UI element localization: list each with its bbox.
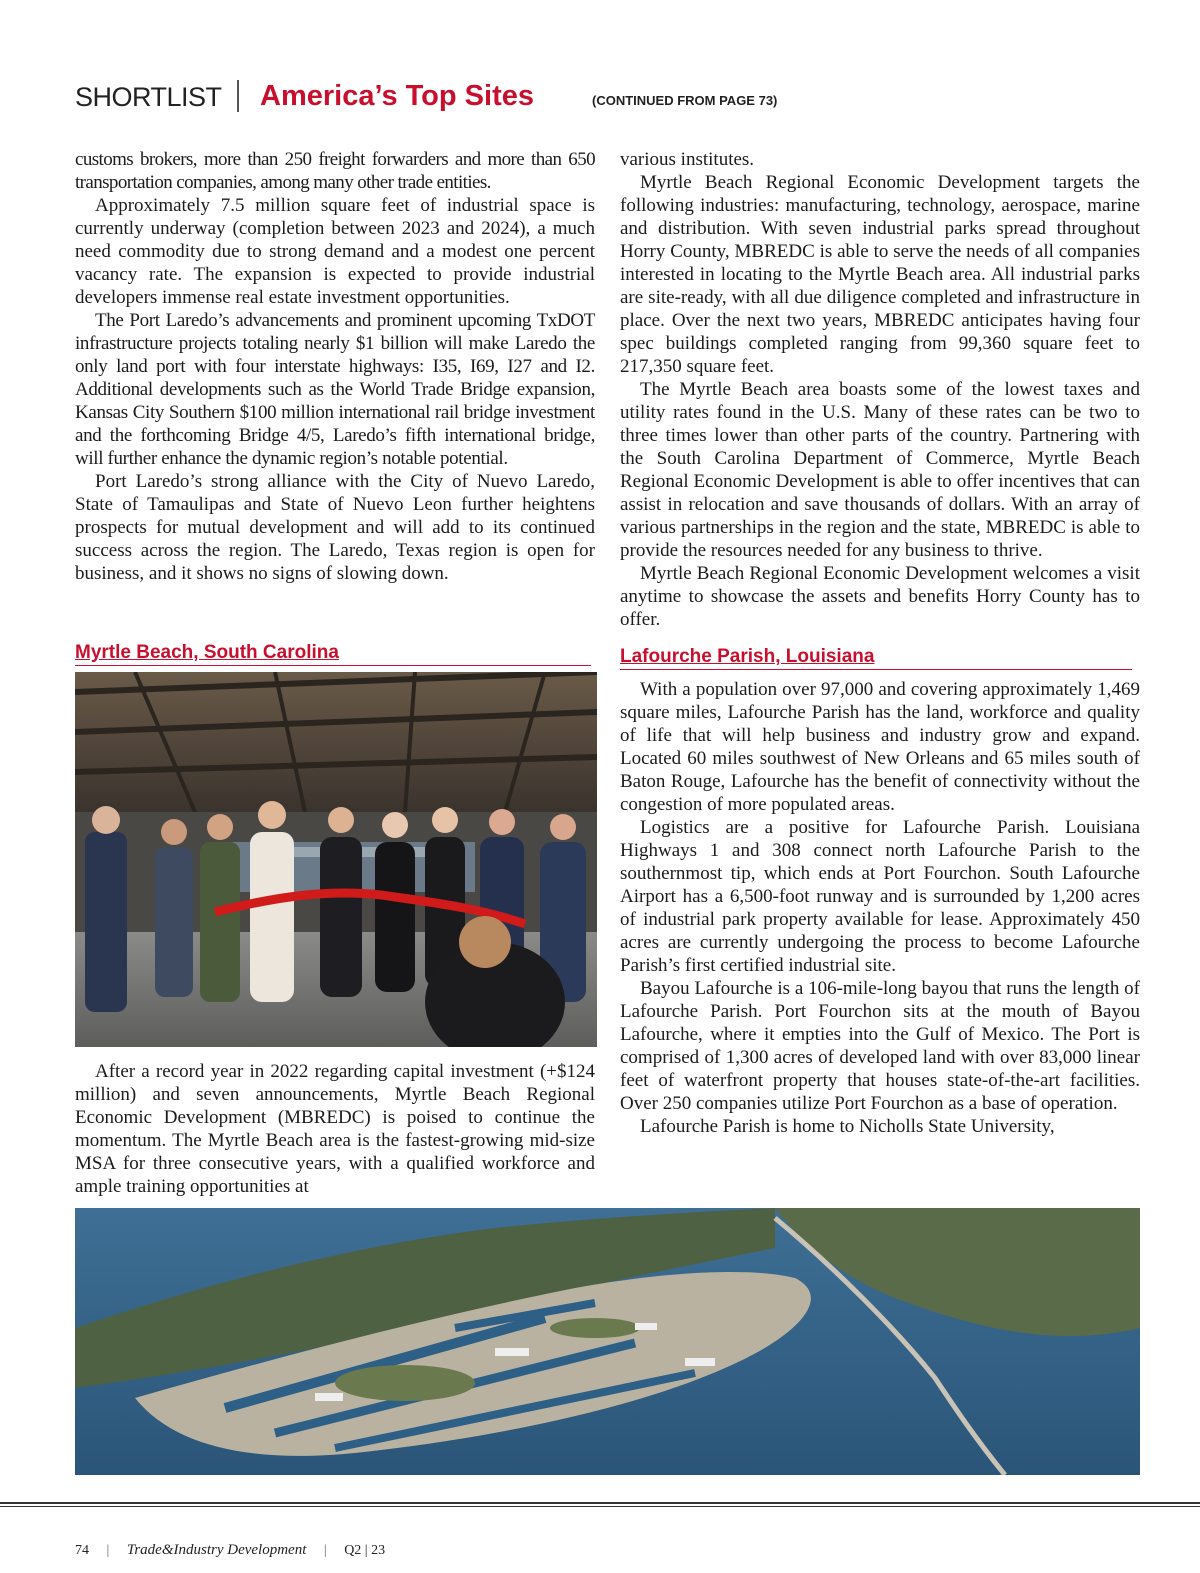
section-heading-myrtle-beach: Myrtle Beach, South Carolina — [75, 642, 591, 666]
paragraph: The Myrtle Beach area boasts some of the lowest taxes and utility rates found in the U.S. Many of these rates can be two to three times lower than other parts of the country. Partnering with the South Carolina Department of Commerce, Myrtle Beach Regional Economic Development is able to offer incentives that can assist in relocation and save thousands of dollars. With an array of various partnerships in the region and the state, MBREDC is able to provide the resources needed for any business to thrive. — [620, 379, 1140, 561]
header-divider — [237, 80, 239, 112]
paragraph: customs brokers, more than 250 freight forwarders and more than 650 transportation companies, among many other trade entities. — [75, 149, 595, 193]
paragraph: Logistics are a positive for Lafourche Parish. Louisiana Highways 1 and 308 connect north Lafourche Parish to the southernmost tip, which ends at Port Fourchon. South Lafourche Airport has a 6,500-foot runway and is surrounded by 1,200 acres of industrial park property available for lease. Approximately 450 acres are currently undergoing the process to become Lafourche Parish’s first certified industrial site. — [620, 817, 1140, 976]
paragraph: After a record year in 2022 regarding capital investment (+$124 million) and seven announcements, Myrtle Beach Regional Economic Development (MBREDC) is poised to continue the momentum. The Myrtle Beach area is the fastest-growing mid-size MSA for three consecutive years, with a qualified workforce and ample training opportunities at — [75, 1061, 595, 1197]
right-column — [620, 148, 1140, 1138]
left-column-bottom — [75, 1060, 595, 1198]
port-aerial-illustration — [75, 1208, 1140, 1475]
paragraph: Myrtle Beach Regional Economic Development welcomes a visit anytime to showcase the assets and benefits Horry County has to offer. — [620, 563, 1140, 630]
paragraph: Port Laredo’s strong alliance with the City of Nuevo Laredo, State of Tamaulipas and State of Nuevo Leon further heightens prospects for mutual development and will add to its continued success across the region. The Laredo, Texas region is open for business, and it shows no signs of slowing down. — [75, 471, 595, 584]
paragraph: With a population over 97,000 and covering approximately 1,469 square miles, Lafourche Parish has the land, workforce and quality of life that will help business and industry grow and expand. Located 60 miles southwest of New Orleans and 65 miles south of Baton Rouge, Lafourche has the benefit of connectivity without the congestion of more populated areas. — [620, 679, 1140, 815]
page-footer — [75, 1542, 385, 1559]
paragraph: Bayou Lafourche is a 106-mile-long bayou that runs the length of Lafourche Parish. Port Fourchon sits at the mouth of Bayou Lafourche, where it empties into the Gulf of Mexico. The Port is comprised of 1,300 acres of developed land with over 83,000 linear feet of waterfront property that houses state-of-the-art facilities. Over 250 companies utilize Port Fourchon as a base of operation. — [620, 978, 1140, 1114]
footer-rule-thin — [0, 1506, 1200, 1507]
paragraph: Myrtle Beach Regional Economic Development targets the following industries: manufacturing, technology, aerospace, marine and distribution. With seven industrial parks spread throughout Horry County, MBREDC is able to serve the needs of all companies interested in locating to the Myrtle Beach area. All industrial parks are site-ready, with all due diligence completed and infrastructure in place. Over the next two years, MBREDC anticipates having four spec buildings completed ranging from 99,360 square feet to 217,350 square feet. — [620, 172, 1140, 377]
footer-rule — [0, 1502, 1200, 1504]
paragraph: The Port Laredo’s advancements and prominent upcoming TxDOT infrastructure projects totaling nearly $1 billion will make Laredo the only land port with four interstate highways: I35, I69, I27 and I2. Additional developments such as the World Trade Bridge expansion, Kansas City Southern $100 million international rail bridge investment and the forthcoming Bridge 4/5, Laredo’s fifth international bridge, will further enhance the dynamic region’s notable potential. — [75, 310, 595, 469]
page-number: 74 — [75, 1543, 89, 1558]
footer-separator: | — [106, 1543, 110, 1558]
page-title: America’s Top Sites — [260, 80, 534, 112]
paragraph: various institutes. — [620, 149, 755, 170]
ribbon-cutting-photo — [75, 672, 597, 1047]
port-aerial-photo — [75, 1208, 1140, 1475]
paragraph: Lafourche Parish is home to Nicholls State University, — [640, 1116, 1055, 1137]
page-header — [75, 80, 1145, 116]
left-column-top — [75, 148, 595, 585]
section-label: SHORTLIST — [75, 82, 222, 112]
footer-separator: | — [323, 1543, 327, 1558]
ribbon-cutting-illustration — [75, 672, 597, 1047]
section-heading-lafourche: Lafourche Parish, Louisiana — [620, 645, 1132, 670]
issue-label: Q2 | 23 — [344, 1543, 386, 1558]
paragraph: Approximately 7.5 million square feet of industrial space is currently underway (completion between 2023 and 2024), a much need commodity due to strong demand and a modest one percent vacancy rate. The expansion is expected to provide industrial developers immense real estate investment opportunities. — [75, 195, 595, 308]
publication-name: Trade&Industry Development — [126, 1542, 307, 1558]
continued-note: (CONTINUED FROM PAGE 73) — [592, 93, 778, 108]
